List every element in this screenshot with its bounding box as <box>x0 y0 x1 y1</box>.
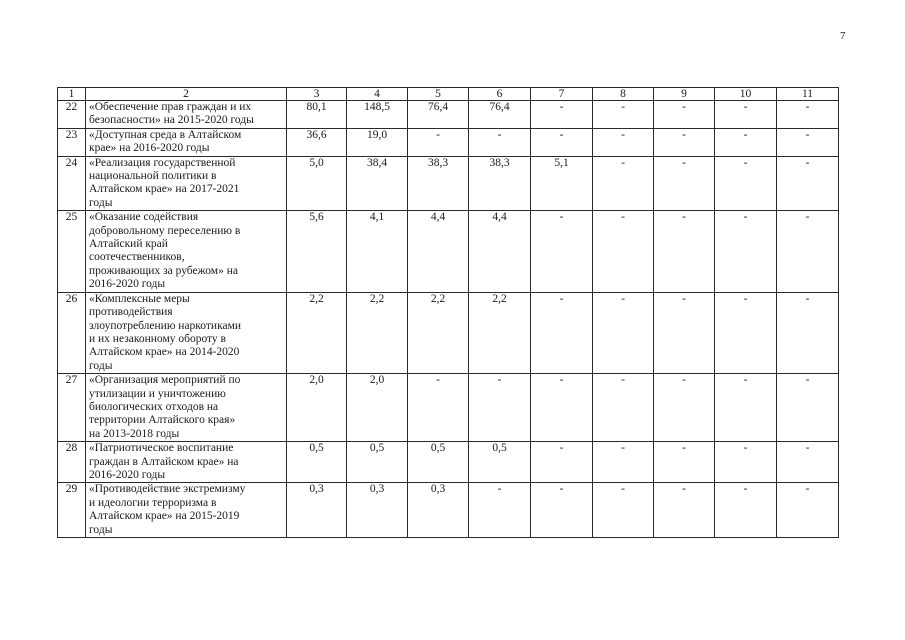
column-header: 7 <box>531 88 593 101</box>
value-cell: - <box>593 128 654 156</box>
program-name-line: добровольному переселению в <box>89 224 241 237</box>
table-row <box>58 374 839 442</box>
value-cell: 76,4 <box>408 101 469 129</box>
program-name-line: и их незаконному обороту в <box>89 332 226 345</box>
program-name-line: «Оказание содействия <box>89 211 199 224</box>
program-name <box>86 292 287 373</box>
table-body <box>58 88 839 538</box>
program-name-line: Алтайском крае» на 2017-2021 <box>89 183 240 196</box>
program-name-line: «Патриотическое воспитание <box>89 442 234 455</box>
row-number: 27 <box>58 374 86 442</box>
value-cell: - <box>593 156 654 211</box>
table-row <box>58 128 839 156</box>
value-cell: - <box>654 101 715 129</box>
value-cell: - <box>777 101 839 129</box>
column-header: 1 <box>58 88 86 101</box>
row-number: 29 <box>58 483 86 538</box>
table-row <box>58 101 839 129</box>
column-header: 10 <box>715 88 777 101</box>
row-number: 24 <box>58 156 86 211</box>
value-cell: 2,2 <box>469 292 531 373</box>
row-number: 22 <box>58 101 86 129</box>
value-cell: 0,5 <box>287 442 347 483</box>
value-cell: - <box>777 128 839 156</box>
value-cell: - <box>715 211 777 292</box>
program-name-line: годы <box>89 196 113 209</box>
program-name-line: Алтайском крае» на 2014-2020 <box>89 346 240 359</box>
value-cell: - <box>715 128 777 156</box>
value-cell: 5,0 <box>287 156 347 211</box>
program-name-line: «Организация мероприятий по <box>89 374 241 387</box>
program-name-line: граждан в Алтайском крае» на <box>89 455 239 468</box>
row-number: 26 <box>58 292 86 373</box>
value-cell: 0,5 <box>469 442 531 483</box>
program-name-line: «Комплексные меры <box>89 292 190 305</box>
column-header: 2 <box>86 88 287 101</box>
value-cell: 4,4 <box>408 211 469 292</box>
value-cell: - <box>715 374 777 442</box>
value-cell: 4,4 <box>469 211 531 292</box>
value-cell: - <box>654 374 715 442</box>
program-name-line: национальной политики в <box>89 170 217 183</box>
value-cell: - <box>593 292 654 373</box>
program-name-line: территории Алтайского края» <box>89 414 236 427</box>
table-row <box>58 156 839 211</box>
row-number: 25 <box>58 211 86 292</box>
program-name-line: безопасности» на 2015-2020 годы <box>89 114 254 127</box>
program-name-line: «Доступная среда в Алтайском <box>89 128 242 141</box>
value-cell: - <box>654 211 715 292</box>
value-cell: 0,3 <box>347 483 408 538</box>
value-cell: - <box>715 156 777 211</box>
value-cell: 0,5 <box>347 442 408 483</box>
program-name-line: утилизации и уничтожению <box>89 387 226 400</box>
value-cell: - <box>777 442 839 483</box>
program-name-line: Алтайский край <box>89 238 168 251</box>
program-name <box>86 156 287 211</box>
value-cell: - <box>715 442 777 483</box>
value-cell: 0,3 <box>287 483 347 538</box>
value-cell: 0,3 <box>408 483 469 538</box>
value-cell: 2,2 <box>347 292 408 373</box>
value-cell: - <box>654 483 715 538</box>
value-cell: 38,3 <box>408 156 469 211</box>
program-name-line: злоупотреблению наркотиками <box>89 319 242 332</box>
column-header: 6 <box>469 88 531 101</box>
value-cell: - <box>715 101 777 129</box>
column-number-row <box>58 88 839 101</box>
program-name-line: «Обеспечение прав граждан и их <box>89 101 252 113</box>
value-cell: - <box>777 156 839 211</box>
value-cell: - <box>531 442 593 483</box>
program-name-line: «Реализация государственной <box>89 156 236 169</box>
table-row <box>58 292 839 373</box>
value-cell: 5,6 <box>287 211 347 292</box>
program-name-line: проживающих за рубежом» на <box>89 264 238 277</box>
value-cell: - <box>715 292 777 373</box>
value-cell: - <box>654 292 715 373</box>
value-cell: - <box>469 128 531 156</box>
value-cell: - <box>531 128 593 156</box>
value-cell: 80,1 <box>287 101 347 129</box>
value-cell: - <box>593 211 654 292</box>
column-header: 3 <box>287 88 347 101</box>
program-name-line: противодействия <box>89 306 173 319</box>
row-number: 28 <box>58 442 86 483</box>
value-cell: - <box>593 101 654 129</box>
program-name-line: годы <box>89 359 113 372</box>
table-row <box>58 442 839 483</box>
table-row <box>58 211 839 292</box>
program-name-line: годы <box>89 523 113 536</box>
column-header: 9 <box>654 88 715 101</box>
value-cell: 2,0 <box>347 374 408 442</box>
value-cell: - <box>593 374 654 442</box>
value-cell: - <box>777 374 839 442</box>
program-name-line: соотечественников, <box>89 251 185 264</box>
value-cell: 2,0 <box>287 374 347 442</box>
value-cell: - <box>654 128 715 156</box>
program-name <box>86 101 287 129</box>
value-cell: 76,4 <box>469 101 531 129</box>
value-cell: - <box>469 483 531 538</box>
program-name-line: и идеологии терроризма в <box>89 496 217 509</box>
program-name <box>86 128 287 156</box>
value-cell: 19,0 <box>347 128 408 156</box>
program-name-line: 2016-2020 годы <box>89 468 166 481</box>
value-cell: - <box>531 101 593 129</box>
program-name <box>86 374 287 442</box>
page-number: 7 <box>840 30 846 42</box>
program-name-line: биологических отходов на <box>89 400 219 413</box>
program-name-line: «Противодействие экстремизму <box>89 483 246 496</box>
value-cell: - <box>408 374 469 442</box>
programs-table <box>57 87 839 538</box>
value-cell: 148,5 <box>347 101 408 129</box>
value-cell: - <box>531 292 593 373</box>
value-cell: 0,5 <box>408 442 469 483</box>
program-name <box>86 483 287 538</box>
value-cell: - <box>715 483 777 538</box>
value-cell: 38,3 <box>469 156 531 211</box>
value-cell: - <box>777 483 839 538</box>
value-cell: - <box>469 374 531 442</box>
row-number: 23 <box>58 128 86 156</box>
program-name <box>86 442 287 483</box>
value-cell: - <box>777 292 839 373</box>
value-cell: - <box>593 483 654 538</box>
value-cell: 2,2 <box>287 292 347 373</box>
value-cell: - <box>777 211 839 292</box>
program-name-line: на 2013-2018 годы <box>89 427 180 440</box>
value-cell: - <box>593 442 654 483</box>
column-header: 5 <box>408 88 469 101</box>
value-cell: 2,2 <box>408 292 469 373</box>
table-row <box>58 483 839 538</box>
column-header: 11 <box>777 88 839 101</box>
value-cell: - <box>654 156 715 211</box>
program-name-line: крае» на 2016-2020 годы <box>89 142 210 155</box>
value-cell: - <box>531 483 593 538</box>
value-cell: - <box>531 374 593 442</box>
value-cell: 36,6 <box>287 128 347 156</box>
program-name-line: Алтайском крае» на 2015-2019 <box>89 510 240 523</box>
value-cell: - <box>408 128 469 156</box>
value-cell: 4,1 <box>347 211 408 292</box>
column-header: 4 <box>347 88 408 101</box>
column-header: 8 <box>593 88 654 101</box>
value-cell: - <box>531 211 593 292</box>
value-cell: 38,4 <box>347 156 408 211</box>
program-name <box>86 211 287 292</box>
value-cell: 5,1 <box>531 156 593 211</box>
program-name-line: 2016-2020 годы <box>89 278 166 291</box>
value-cell: - <box>654 442 715 483</box>
